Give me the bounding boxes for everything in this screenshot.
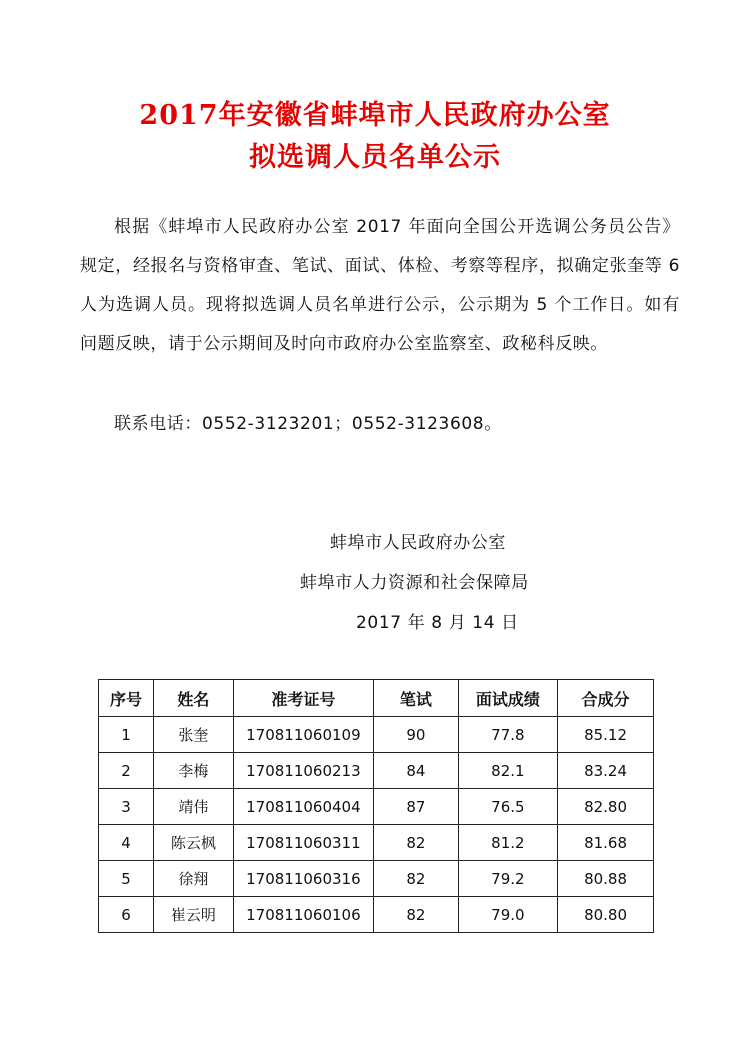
table-row <box>99 861 654 897</box>
table-row <box>99 717 654 753</box>
table-row <box>99 753 654 789</box>
contact-info: 联系电话：0552-3123201；0552-3123608。 <box>114 414 502 434</box>
table-row <box>99 825 654 861</box>
cell-total: 83.24 <box>558 753 654 789</box>
cell-interview: 77.8 <box>458 717 558 753</box>
cell-exam-id: 170811060404 <box>233 789 373 825</box>
header-written: 笔试 <box>374 680 459 717</box>
cell-interview: 81.2 <box>458 825 558 861</box>
cell-interview: 76.5 <box>458 789 558 825</box>
cell-name: 靖伟 <box>154 789 234 825</box>
cell-index: 3 <box>99 789 154 825</box>
header-name: 姓名 <box>154 680 234 717</box>
table-header-row <box>99 680 654 717</box>
cell-index: 4 <box>99 825 154 861</box>
cell-exam-id: 170811060106 <box>233 897 373 933</box>
cell-exam-id: 170811060311 <box>233 825 373 861</box>
table-row <box>99 789 654 825</box>
cell-total: 80.88 <box>558 861 654 897</box>
cell-written: 90 <box>374 717 459 753</box>
cell-total: 85.12 <box>558 717 654 753</box>
cell-exam-id: 170811060316 <box>233 861 373 897</box>
signature-org-1: 蚌埠市人民政府办公室 <box>330 533 506 553</box>
cell-name: 李梅 <box>154 753 234 789</box>
cell-total: 82.80 <box>558 789 654 825</box>
cell-index: 1 <box>99 717 154 753</box>
cell-written: 82 <box>374 861 459 897</box>
cell-written: 87 <box>374 789 459 825</box>
signature-date: 2017 年 8 月 14 日 <box>356 613 519 633</box>
cell-exam-id: 170811060109 <box>233 717 373 753</box>
cell-total: 80.80 <box>558 897 654 933</box>
header-total: 合成分 <box>558 680 654 717</box>
cell-name: 徐翔 <box>154 861 234 897</box>
signature-org-2: 蚌埠市人力资源和社会保障局 <box>300 573 529 593</box>
cell-name: 陈云枫 <box>154 825 234 861</box>
page-title-line1: 2017年安徽省蚌埠市人民政府办公室 <box>139 100 611 131</box>
cell-exam-id: 170811060213 <box>233 753 373 789</box>
cell-interview: 79.0 <box>458 897 558 933</box>
table-row <box>99 897 654 933</box>
header-index: 序号 <box>99 680 154 717</box>
cell-index: 2 <box>99 753 154 789</box>
cell-total: 81.68 <box>558 825 654 861</box>
cell-name: 崔云明 <box>154 897 234 933</box>
cell-index: 5 <box>99 861 154 897</box>
header-interview: 面试成绩 <box>458 680 558 717</box>
announcement-paragraph: 根据《蚌埠市人民政府办公室 2017 年面向全国公开选调公务员公告》规定，经报名与资格审查、笔试、面试、体检、考察等程序，拟确定张奎等 6 人为选调人员。现将拟选调人员名单进行公示，公示期为 5 个工作日。如有问题反映，请于公示期间及时向市政府办公室监察室、政秘科反映。 <box>80 217 680 354</box>
cell-written: 82 <box>374 825 459 861</box>
cell-name: 张奎 <box>154 717 234 753</box>
cell-index: 6 <box>99 897 154 933</box>
page-title-line2: 拟选调人员名单公示 <box>249 142 501 173</box>
cell-interview: 79.2 <box>458 861 558 897</box>
cell-written: 82 <box>374 897 459 933</box>
header-exam-id: 准考证号 <box>233 680 373 717</box>
candidate-table <box>98 679 654 933</box>
cell-interview: 82.1 <box>458 753 558 789</box>
cell-written: 84 <box>374 753 459 789</box>
